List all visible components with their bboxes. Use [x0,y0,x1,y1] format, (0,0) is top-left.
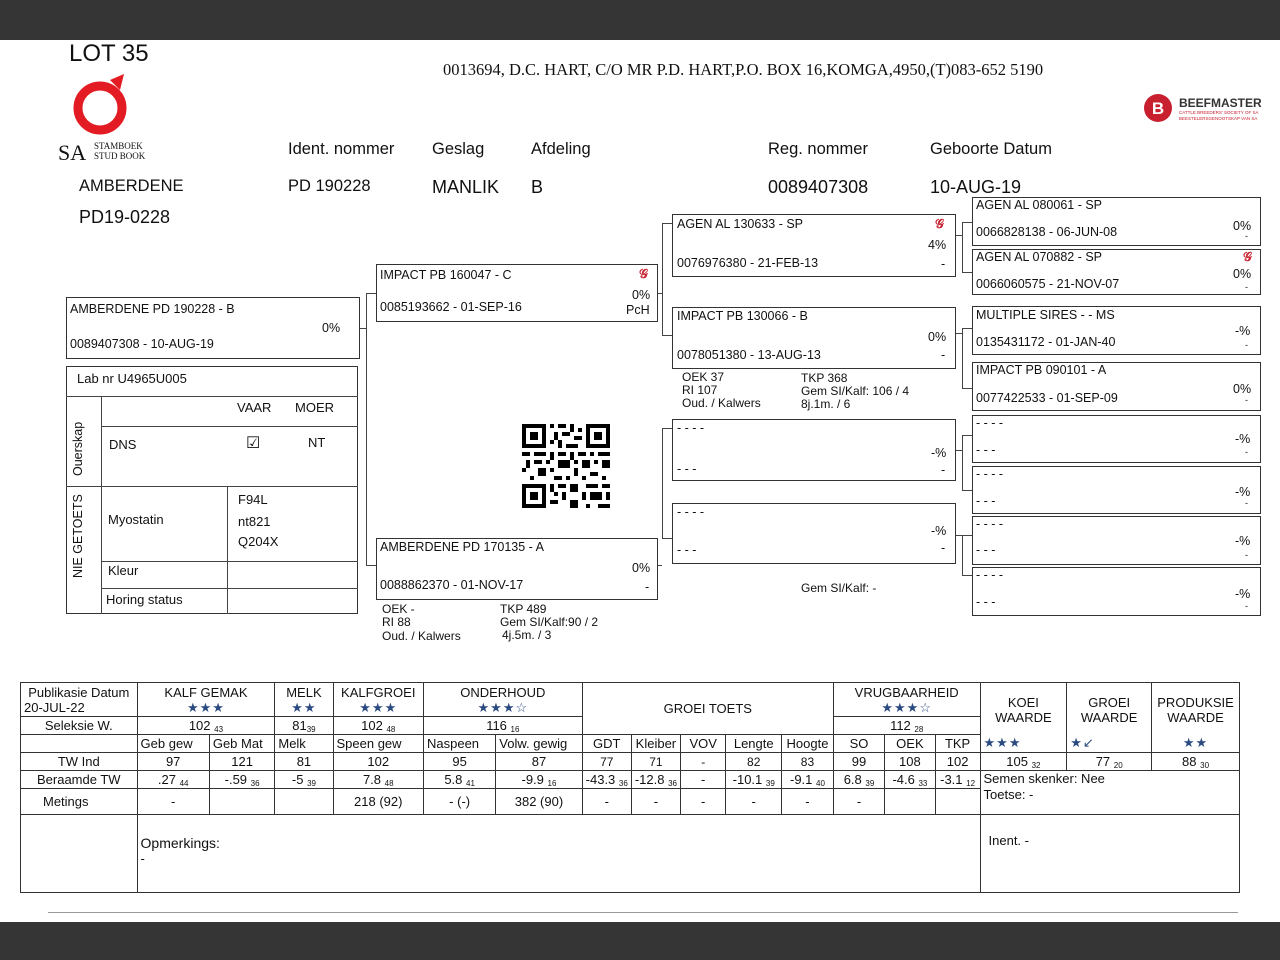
sds-pct: -% [1235,324,1251,338]
btw-value: -10.1 [732,771,763,787]
btw-acc: 39 [765,778,775,788]
col-header: Volw. gewig [496,735,582,753]
logo-sa-text: SA [58,140,87,165]
tw-ind-cell: 97 [137,753,209,771]
col-header: Kleiber [631,735,680,753]
sds-reg: 0135431172 - 01-JAN-40 [976,335,1116,349]
pedigree-sss[interactable] [972,197,1261,246]
dsd-name: - - - - [976,467,1004,481]
melk-label: MELK [286,684,322,700]
tw-value-cell [980,753,1067,771]
reg-value: 0089407308 [768,177,869,197]
btw-value: 7.8 [362,771,382,787]
tw-ind-cell: 102 [333,753,424,771]
myostatin-f94l: F94L [238,492,268,507]
tw-value-cell [1067,753,1152,771]
lab-number: Lab nr U4965U005 [77,371,187,386]
sex-label: Geslag [432,140,485,158]
sss-name: AGEN AL 080061 - SP [976,198,1103,212]
ss-dash: - [941,257,946,271]
myostatin-nt821: nt821 [238,514,271,529]
sel-melk-value: 81 [292,717,307,733]
col-header: VOV [681,735,726,753]
lot-number: LOT 35 [69,40,149,67]
produksie-stars: ★★ [1182,735,1209,750]
tw-ind-cell: 77 [582,753,631,771]
opmerkings-label: Opmerkings: [140,835,220,851]
tw-ind-cell: 71 [631,753,680,771]
top-bar [0,0,1280,40]
semen-cell [980,771,1239,815]
tw-ind-cell: 102 [935,753,980,771]
animal-name: AMBERDENE [79,177,184,195]
blank-cell [21,815,138,893]
btw-value: -3.1 [940,771,963,787]
dd-name: - - - - [677,505,705,519]
beefmaster-text: BEEFMASTER [1179,96,1262,110]
sd-pct: 0% [928,330,947,344]
dam-gem: Gem SI/Kalf:90 / 2 [500,615,599,629]
tw-ind-cell: 121 [209,753,275,771]
dds-pct: -% [1235,534,1251,548]
sel-kg-acc: 48 [386,724,396,734]
btw-cell [631,771,680,789]
sdd-dash: - [1245,395,1248,405]
sire-name: IMPACT PB 160047 - C [380,268,512,282]
sire-pch: PcH [626,303,650,317]
ssd-reg: 0066060575 - 21-NOV-07 [976,277,1120,291]
inent-label: Inent. - [988,833,1029,848]
col-header: Lengte [726,735,782,753]
pedigree-dsd[interactable] [972,466,1261,514]
col-header: OEK [885,735,936,753]
pub-label: Publikasie Datum [28,684,130,700]
dss-reg: - - - [976,443,996,457]
tw-ind-cell: 81 [275,753,333,771]
reg-label: Reg. nommer [768,140,868,158]
sd-gem: Gem SI/Kalf: 106 / 4 [801,384,910,398]
inent-cell [980,815,1239,893]
animal-code: PD19-0228 [79,207,171,227]
ds-pct: -% [931,446,947,460]
btw-value: -5 [291,771,304,787]
kalfgroei-label: KALFGROEI [341,684,416,700]
pub-cell [21,683,138,717]
sdd-name: IMPACT PB 090101 - A [976,363,1107,377]
btw-cell [496,771,582,789]
dd-gem: Gem SI/Kalf: - [801,581,877,595]
tw-value-acc: 20 [1113,760,1123,770]
sss-reg: 0066828138 - 06-JUN-08 [976,225,1118,239]
koei-head [980,683,1067,753]
sel-vrug-acc: 28 [914,724,924,734]
tw-ind-cell: 108 [885,753,936,771]
btw-cell [424,771,496,789]
btw-cell [333,771,424,789]
met-cell: - [681,789,726,815]
met-cell [275,789,333,815]
breeder-mark-icon: 𝒢 [935,217,944,231]
dam-name: AMBERDENE PD 170135 - A [380,540,544,554]
moer-header: MOER [295,400,334,415]
met-cell [935,789,980,815]
sire-reg: 0085193662 - 01-SEP-16 [380,300,522,314]
nie-getoets-label: NIE GETOETS [71,494,85,578]
produksie-label: PRODUKSIE WAARDE [1157,695,1234,725]
sel-vrug-value: 112 [890,717,911,733]
tw-ind-cell: 95 [424,753,496,771]
self-reg: 0089407308 - 10-AUG-19 [70,337,214,351]
svg-text:B: B [1151,99,1165,118]
beefmaster-b-icon [1143,93,1173,123]
col-header: Melk [275,735,333,753]
dam-ri: RI 88 [382,615,411,629]
groei-stars: ★↙ [1070,735,1095,750]
tw-value-acc: 32 [1031,760,1041,770]
tw-ind-cell: 99 [833,753,884,771]
col-header: TKP [935,735,980,753]
pedigree-dam-dam[interactable] [672,503,956,564]
btw-value: -9.9 [521,771,544,787]
breeder-mark-icon: 𝒢 [1243,250,1252,264]
kalf-gemak-stars: ★★★ [186,699,225,715]
met-cell: - [782,789,834,815]
beefmaster-sub2: BEESTELERSGENOOTSKAP VAN SA [1179,116,1258,121]
produksie-head [1152,683,1240,753]
met-cell: - [582,789,631,815]
dns-moer-value: NT [308,435,326,450]
met-cell: - [137,789,209,815]
tw-value: 77 [1095,753,1111,769]
dd-dash: - [941,541,946,555]
koei-label: KOEI WAARDE [995,695,1052,725]
met-cell [209,789,275,815]
pedigree-sdd[interactable] [972,362,1261,411]
tw-ind-cell: - [681,753,726,771]
met-cell [885,789,936,815]
melk-head [275,683,333,717]
sd-reg: 0078051380 - 13-AUG-13 [677,348,821,362]
kalf-gemak-label: KALF GEMAK [164,684,248,700]
pedigree-sire-sire[interactable] [672,214,956,277]
btw-acc: 44 [179,778,189,788]
ds-dash: - [941,463,946,477]
dds-dash: - [1245,550,1248,560]
myostatin-label: Myostatin [108,512,164,527]
btw-acc: 33 [918,778,928,788]
myostatin-q204x: Q204X [238,534,279,549]
ss-name: AGEN AL 130633 - SP [677,217,804,231]
met-cell: 218 (92) [333,789,424,815]
btw-acc: 39 [307,778,316,788]
dns-label: DNS [109,437,137,452]
sd-name: IMPACT PB 130066 - B [677,309,808,323]
btw-acc: 48 [384,778,394,788]
sel-kg [333,717,424,735]
pub-date: 20-JUL-22 [24,699,85,715]
btw-acc: 36 [668,778,677,788]
ouerskap-label: Ouerskap [71,421,85,476]
col-header: Hoogte [782,735,834,753]
btw-cell [782,771,834,789]
section-value: B [531,177,544,197]
col-header: Naspeen [424,735,496,753]
tw-value-acc: 30 [1200,760,1210,770]
col-header: Geb Mat [209,735,275,753]
pedigree-sire-dam[interactable] [672,307,956,369]
blank-cell [21,735,138,753]
kalfgroei-stars: ★★★ [359,699,398,715]
ddd-reg: - - - [976,595,996,609]
sd-jm: 8j.1m. / 6 [801,397,851,411]
kalf-gemak-head [137,683,275,717]
btw-acc: 12 [966,778,976,788]
sel-melk-acc: 39 [306,724,316,734]
btw-cell [681,771,726,789]
dam-oud: Oud. / Kalwers [382,629,461,643]
tw-ind-cell: 83 [782,753,834,771]
pedigree-dds[interactable] [972,516,1261,565]
koei-stars: ★★★ [983,735,1022,750]
tw-value: 88 [1182,753,1197,769]
dd-pct: -% [931,524,947,538]
sdd-reg: 0077422533 - 01-SEP-09 [976,391,1118,405]
dam-oek: OEK - [382,602,415,616]
beefmaster-logo [1143,93,1268,125]
dam-pct: 0% [632,561,651,575]
dss-pct: -% [1235,432,1251,446]
btw-cell [582,771,631,789]
ssd-pct: 0% [1233,267,1252,281]
btw-acc: 36 [618,778,628,788]
sd-ri: RI 107 [682,383,718,397]
seleksie-label: Seleksie W. [21,717,138,735]
met-cell: - (-) [424,789,496,815]
dss-dash: - [1245,447,1248,457]
dsd-dash: - [1245,498,1248,508]
pedigree-self[interactable] [66,297,360,359]
met-cell: - [631,789,680,815]
btw-value: -.59 [224,771,248,787]
logo-studbook: STUD BOOK [94,151,146,161]
met-cell: - [726,789,782,815]
btw-value: 5.8 [444,771,463,787]
dd-reg: - - - [677,543,697,557]
dds-name: - - - - [976,517,1004,531]
dam-reg: 0088862370 - 01-NOV-17 [380,578,524,592]
col-header: SO [833,735,884,753]
met-label: Metings [21,789,138,815]
dss-name: - - - - [976,416,1004,430]
horing-label: Horing status [106,592,183,607]
pedigree-dam[interactable] [376,538,658,600]
btw-acc: 39 [865,778,875,788]
sire-pct: 0% [632,288,651,302]
sel-kg-value: 102 [361,717,383,733]
onderhoud-stars: ★★★☆ [477,699,529,715]
col-header: Geb gew [137,735,209,753]
sss-dash: - [1245,231,1248,241]
sd-dash: - [941,348,946,362]
btw-acc: 40 [816,778,825,788]
ss-reg: 0076976380 - 21-FEB-13 [677,256,819,270]
btw-value: 6.8 [843,771,862,787]
btw-value: .27 [157,771,176,787]
btw-acc: 41 [466,778,475,788]
self-name: AMBERDENE PD 190228 - B [70,302,235,316]
btw-cell [275,771,333,789]
self-pct: 0% [322,321,341,335]
groei-head [1067,683,1152,753]
sds-name: MULTIPLE SIRES - - MS [976,308,1115,322]
btw-value: -4.6 [892,771,915,787]
col-header: Speen gew [333,735,424,753]
breeder-mark-icon: 𝒢 [639,267,648,281]
sds-dash: - [1245,340,1248,350]
sel-kalf-acc: 43 [214,724,224,734]
sel-ond-value: 116 [486,717,507,733]
tw-value: 105 [1006,753,1028,769]
vrugbaarheid-label: VRUGBAARHEID [854,684,959,700]
ident-value: PD 190228 [288,177,371,195]
sss-pct: 0% [1233,219,1252,233]
btw-value: -43.3 [585,771,616,787]
breeding-values-table [20,682,1240,893]
pedigree-sire[interactable] [376,264,658,322]
tw-ind-cell: 82 [726,753,782,771]
sd-oek: OEK 37 [682,370,725,384]
sel-vrug [833,717,980,735]
groei-label: GROEI WAARDE [1080,695,1138,725]
ds-name: - - - - [677,421,705,435]
btw-acc: 36 [250,778,260,788]
btw-cell [137,771,209,789]
dns-vaar-checkbox[interactable]: ☑ [246,435,261,452]
kleur-label: Kleur [108,563,139,578]
tw-value-cell [1152,753,1240,771]
met-cell: 382 (90) [496,789,582,815]
sel-melk [275,717,333,735]
pedigree-dss[interactable] [972,415,1261,463]
sel-ond-acc: 16 [510,724,520,734]
btw-cell [209,771,275,789]
pedigree-ddd[interactable] [972,567,1261,616]
btw-label: Beraamde TW [21,771,138,789]
ddd-name: - - - - [976,568,1004,582]
btw-cell [833,771,884,789]
sel-kalf-value: 102 [188,717,211,733]
sdd-pct: 0% [1233,382,1252,396]
btw-value: - [701,771,706,787]
col-header: GDT [582,735,631,753]
vaar-header: VAAR [237,400,272,415]
sd-tkp: TKP 368 [801,371,848,385]
ss-pct: 4% [928,238,947,252]
sel-kalf [137,717,275,735]
onderhoud-label: ONDERHOUD [460,684,546,700]
dsd-reg: - - - [976,494,996,508]
btw-value: -9.1 [789,771,813,787]
btw-acc: 16 [547,778,557,788]
vrugbaarheid-stars: ★★★☆ [881,699,932,715]
semen-label: Semen skenker: Nee [983,771,1105,786]
ddd-dash: - [1245,601,1248,611]
tw-ind-label: TW Ind [21,753,138,771]
onderhoud-head [424,683,583,717]
toetse-label: Toetse: - [983,787,1034,802]
opmerkings-value: - [140,851,145,866]
dob-label: Geboorte Datum [930,140,1052,158]
pedigree-dam-sire[interactable] [672,419,956,481]
ds-reg: - - - [677,462,697,476]
btw-cell [726,771,782,789]
groei-toets-head: GROEI TOETS [582,683,833,735]
logo-stamboek: STAMBOEK [94,141,143,151]
dob-value: 10-AUG-19 [930,177,1022,197]
melk-stars: ★★ [291,699,317,715]
ident-label: Ident. nommer [288,140,395,158]
pedigree-sds[interactable] [972,306,1261,355]
sex-value: MANLIK [432,177,500,197]
btw-value: -12.8 [634,771,665,787]
dam-dash: - [645,580,650,594]
tw-ind-cell: 87 [496,753,582,771]
dam-jm: 4j.5m. / 3 [502,628,552,642]
btw-cell [935,771,980,789]
sd-oud: Oud. / Kalwers [682,396,761,410]
dam-tkp: TKP 489 [500,602,547,616]
dds-reg: - - - [976,543,996,557]
qr-code-icon[interactable] [522,424,610,508]
section-label: Afdeling [531,140,591,158]
ssd-name: AGEN AL 070882 - SP [976,250,1103,264]
sa-studbook-logo [58,68,158,163]
ddd-pct: -% [1235,587,1251,601]
bottom-bar [0,922,1280,960]
pedigree-ssd[interactable] [972,249,1261,295]
btw-cell [885,771,936,789]
beefmaster-sub: CATTLE BREEDERS' SOCIETY OF SA [1179,110,1259,115]
ssd-dash: - [1245,282,1248,292]
met-cell: - [833,789,884,815]
opmerkings-cell [137,815,980,893]
dsd-pct: -% [1235,485,1251,499]
sel-ond [424,717,583,735]
kalfgroei-head [333,683,424,717]
owner-address: 0013694, D.C. HART, C/O MR P.D. HART,P.O. BOX 16,KOMGA,4950,(T)083-652 5190 [443,60,1044,79]
vrugbaarheid-head [833,683,980,717]
